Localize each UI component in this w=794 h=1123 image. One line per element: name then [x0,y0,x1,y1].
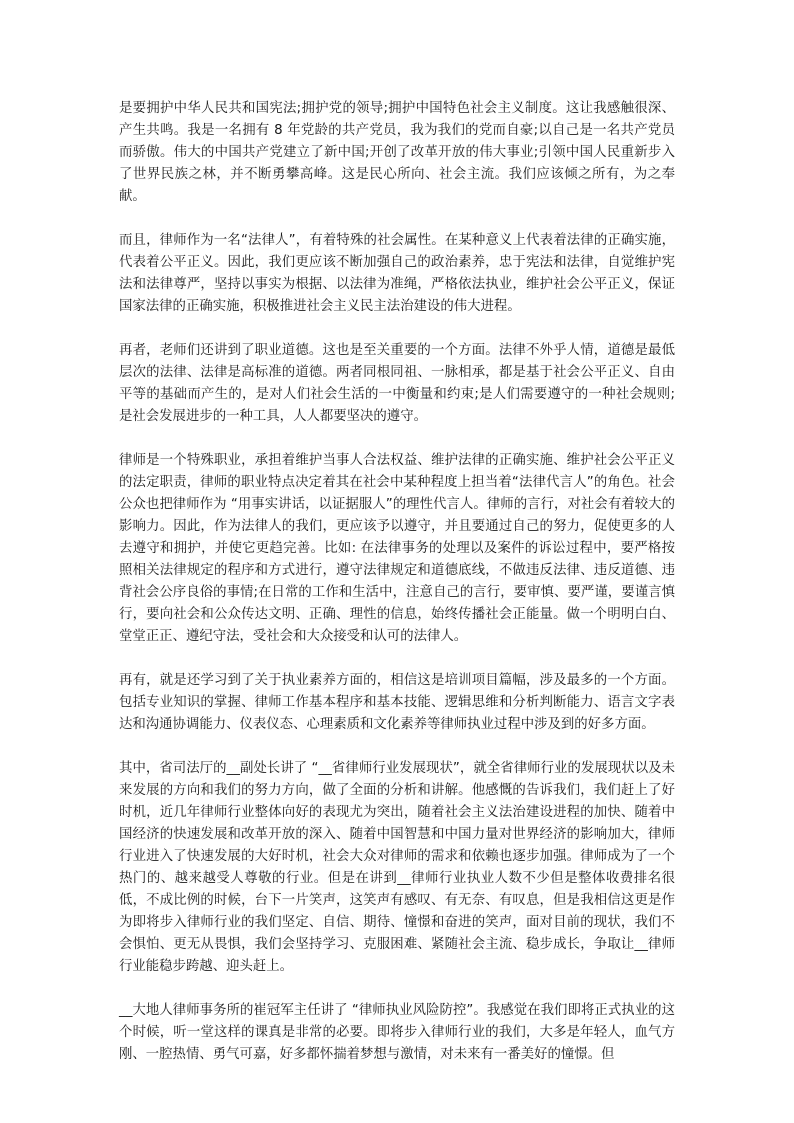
paragraph-4: 律师是一个特殊职业，承担着维护当事人合法权益、维护法律的正确实施、维护社会公平正义的法定职责，律师的职业特点决定着其在社会中某种程度上担当着“法律代言人”的角色。社会公众也把律师作为 “用事实讲话，以证据服人”的理性代言人。律师的言行，对社会有着较大的影响力。因此，作为法律人的我们，更应该予以遵守，并且要通过自己的努力，促使更多的人去遵守和拥护，并使它更趋完善。比如: 在法律事务的处理以及案件的诉讼过程中，要严格按照相关法律规定的程序和方式进行，遵守法律规定和道德底线，不做违反法律、违反道德、违背社会公序良俗的事情;在日常的工作和生活中，注意自己的言行，要审慎、要严谨，要谨言慎行，要向社会和公众传达文明、正确、理性的信息，始终传播社会正能量。做一个明明白白、堂堂正正、遵纪守法，受社会和大众接受和认可的法律人。 [119,453,675,644]
paragraph-5: 再有，就是还学习到了关于执业素养方面的，相信这是培训项目篇幅，涉及最多的一个方面。包括专业知识的掌握、律师工作基本程序和基本技能、逻辑思维和分析判断能力、语言文字表达和沟通协调能力、仪表仪态、心理素质和文化素养等律师执业过程中涉及到的好多方面。 [119,673,675,732]
paragraph-7: __大地人律师事务所的崔冠军主任讲了 “律师执业风险防控”。我感觉在我们即将正式执业的这个时候，听一堂这样的课真是非常的必要。即将步入律师行业的我们，大多是年轻人，血气方刚、一腔热情、勇气可嘉，好多都怀揣着梦想与激情，对未来有一番美好的憧憬。但 [119,1003,675,1062]
paragraph-6: 其中，省司法厅的__副处长讲了 “__省律师行业发展现状”，就全省律师行业的发展现状以及未来发展的方向和我们的努力方向，做了全面的分析和讲解。他感慨的告诉我们，我们赶上了好时机，近几年律师行业整体向好的表现尤为突出，随着社会主义法治建设进程的加快、随着中国经济的快速发展和改革开放的深入、随着中国智慧和中国力量对世界经济的影响加大，律师行业进入了快速发展的大好时机，社会大众对律师的需求和依赖也逐步加强。律师成为了一个热门的、越来越受人尊敬的行业。但是在讲到__律师行业执业人数不少但是整体收费排名很低，不成比例的时候，台下一片笑声，这笑声有感叹、有无奈、有叹息，但是我相信这更是作为即将步入律师行业的我们坚定、自信、期待、憧憬和奋进的笑声，面对目前的现状，我们不会惧怕、更无从畏惧，我们会坚持学习、克服困难、紧随社会主流、稳步成长，争取让__律师行业能稳步跨越、迎头赶上。 [119,761,675,974]
paragraph-2: 而且，律师作为一名“法律人”，有着特殊的社会属性。在某种意义上代表着法律的正确实施，代表着公平正义。因此，我们更应该不断加强自己的政治素养，忠于宪法和法律，自觉维护宪法和法律尊严，坚持以事实为根据、以法律为准绳，严格依法执业，维护社会公平正义，保证国家法律的正确实施，积极推进社会主义民主法治建设的伟大进程。 [119,233,675,314]
paragraph-3: 再者，老师们还讲到了职业道德。这也是至关重要的一个方面。法律不外乎人情，道德是最低层次的法律、法律是高标准的道德。两者同根同祖、一脉相承，都是基于社会公平正义、自由平等的基础而产生的，是对人们社会生活的一中衡量和约束;是人们需要遵守的一种社会规则;是社会发展进步的一种工具，人人都要坚决的遵守。 [119,343,675,424]
document-body [119,98,675,1088]
paragraph-1: 是要拥护中华人民共和国宪法;拥护党的领导;拥护中国特色社会主义制度。这让我感触很深、产生共鸣。我是一名拥有 8 年党龄的共产党员，我为我们的党而自豪;以自己是一名共产党员而骄傲。伟大的中国共产党建立了新中国;开创了改革开放的伟大事业;引领中国人民重新步入了世界民族之林，并不断勇攀高峰。这是民心所向、社会主流。我们应该倾之所有，为之奉献。 [119,101,675,204]
